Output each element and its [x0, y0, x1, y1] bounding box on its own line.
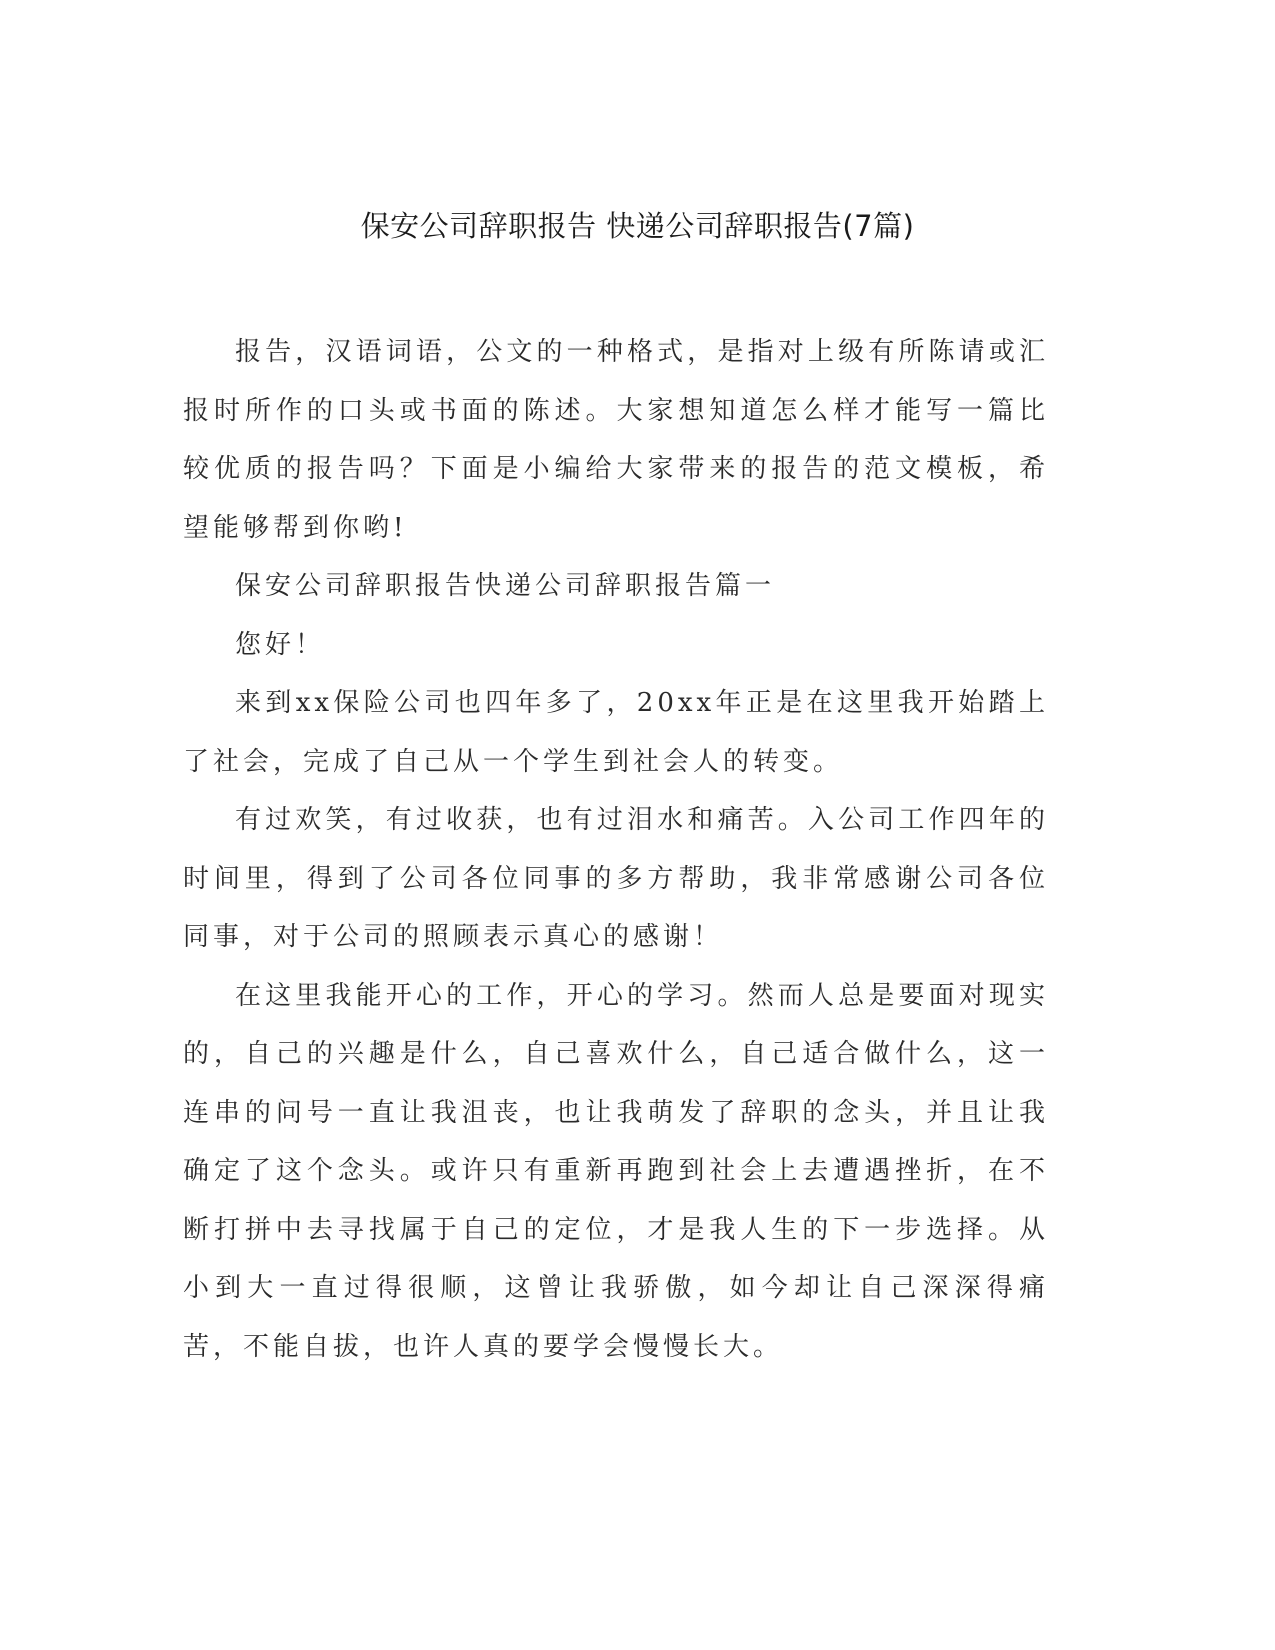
paragraph-section-heading: 保安公司辞职报告快递公司辞职报告篇一 — [235, 571, 776, 601]
paragraph-body-1: 来到xx保险公司也四年多了，20xx年正是在这里我开始踏上了社会，完成了自己从一个学生到社会人的转变。 — [183, 688, 1049, 777]
document-title: 保安公司辞职报告 快递公司辞职报告(7篇) — [360, 209, 915, 243]
paragraph-body-2: 有过欢笑，有过收获，也有过泪水和痛苦。入公司工作四年的时间里，得到了公司各位同事的多方帮助，我非常感谢公司各位同事，对于公司的照顾表示真心的感谢！ — [183, 805, 1049, 952]
paragraph-intro: 报告，汉语词语，公文的一种格式，是指对上级有所陈请或汇报时所作的口头或书面的陈述。大家想知道怎么样才能写一篇比较优质的报告吗？下面是小编给大家带来的报告的范文模板，希望能够帮到你哟! — [183, 337, 1049, 543]
paragraph-body-3: 在这里我能开心的工作，开心的学习。然而人总是要面对现实的，自己的兴趣是什么，自己喜欢什么，自己适合做什么，这一连串的问号一直让我沮丧，也让我萌发了辞职的念头，并且让我确定了这个念头。或许只有重新再跑到社会上去遭遇挫折，在不断打拼中去寻找属于自己的定位，才是我人生的下一步选择。从小到大一直过得很顺，这曾让我骄傲，如今却让自己深深得痛苦，不能自拔，也许人真的要学会慢慢长大。 — [183, 980, 1049, 1362]
document-body — [183, 323, 1049, 1376]
paragraph-greeting: 您好！ — [235, 629, 326, 660]
